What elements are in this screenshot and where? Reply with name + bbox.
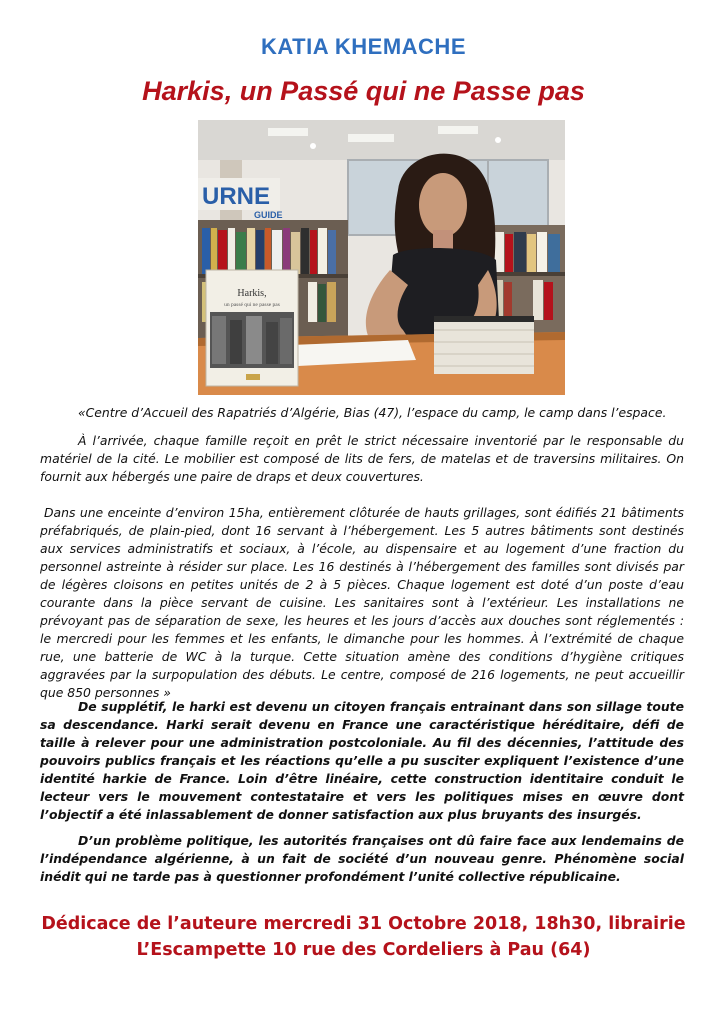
- book-stack: [434, 316, 534, 374]
- bold-paragraph-2: D’un problème politique, les autorités françaises ont dû faire face aux lendemains de l’indépendance algérienne, à un fait de société d’un nouveau genre. Phénomène social inédit qui ne tarde pas à questionner profondément l’unité collective républicaine.: [40, 833, 684, 884]
- event-line-2: L’Escampette 10 rue des Cordeliers à Pau (64): [136, 940, 591, 960]
- quote-caption: «Centre d’Accueil des Rapatriés d’Algérie, Bias (47), l’espace du camp, le camp dans l’espace.: [78, 405, 667, 420]
- event-line-1: Dédicace de l’auteure mercredi 31 Octobre 2018, 18h30, librairie: [41, 914, 686, 934]
- author-name: KATIA KHEMACHE: [261, 34, 466, 59]
- body-paragraph-1: À l’arrivée, chaque famille reçoit en prêt le strict nécessaire inventorié par le responsable du matériel de la cité. Le mobilier est composé de lits de fers, de matelas et de traversins militaires. On fournit aux hébergés une paire de draps et deux couvertures.: [40, 433, 684, 484]
- body-paragraph-2: Dans une enceinte d’environ 15ha, entièrement clôturée de hauts grillages, sont édifiés 21 bâtiments préfabriqués, de plain-pied, dont 16 servant à l’hébergement. Les 5 autres bâtiments sont destinés aux services administratifs et sociaux, à l’école, au dispensaire et au logement d’une fraction du personnel astreinte à résider sur place. Les 16 destinés à l’hébergement des familles sont divisés par de légères cloisons en petites unités de 2 à 5 pièces. Chaque logement est doté d’un poste d’eau courante dans la pièce servant de cuisine. Les sanitaires sont à l’extérieur. Les installations ne prévoyant pas de séparation de sexe, les heures et les jours d’accès aux douches sont réglementés : le mercredi pour les femmes et les enfants, le dimanche pour les hommes. À l’extrémité de chaque rue, une batterie de WC à la turque. Cette situation amène des conditions d’hygiène critiques aggravées par la surpopulation des débuts. Le centre, composé de 216 logements, ne peut accueillir que 850 personnes »: [40, 505, 684, 700]
- bold-paragraph-1: De supplétif, le harki est devenu un citoyen français entrainant dans son sillage toute sa descendance. Harki serait devenu en France une caractéristique héréditaire, défi de taille à relever pour une administration postcoloniale. Au fil des décennies, l’attitude des pouvoirs publics français et les réactions qu’elle a pu susciter expliquent l’existence d’une identité harkie de France. Loin d’être linéaire, cette construction identitaire conduit le lecteur vers le mouvement contestataire et vers les politiques mises en œuvre dont l’objectif a été inlassablement de donner satisfaction aux plus bruyants des insurgés.: [40, 699, 684, 822]
- author-signing-photo: [198, 120, 565, 395]
- store-sign-text: URNE: [202, 183, 271, 210]
- book-title-heading: Harkis, un Passé qui ne Passe pas: [142, 76, 585, 106]
- photo-illustration: [198, 120, 565, 395]
- store-sign-subtext: GUIDE: [254, 210, 283, 220]
- book-cover-title: Harkis,: [237, 288, 267, 299]
- featured-book-cover: [206, 270, 298, 386]
- book-cover-subtitle: un passé qui ne passe pas: [224, 302, 280, 308]
